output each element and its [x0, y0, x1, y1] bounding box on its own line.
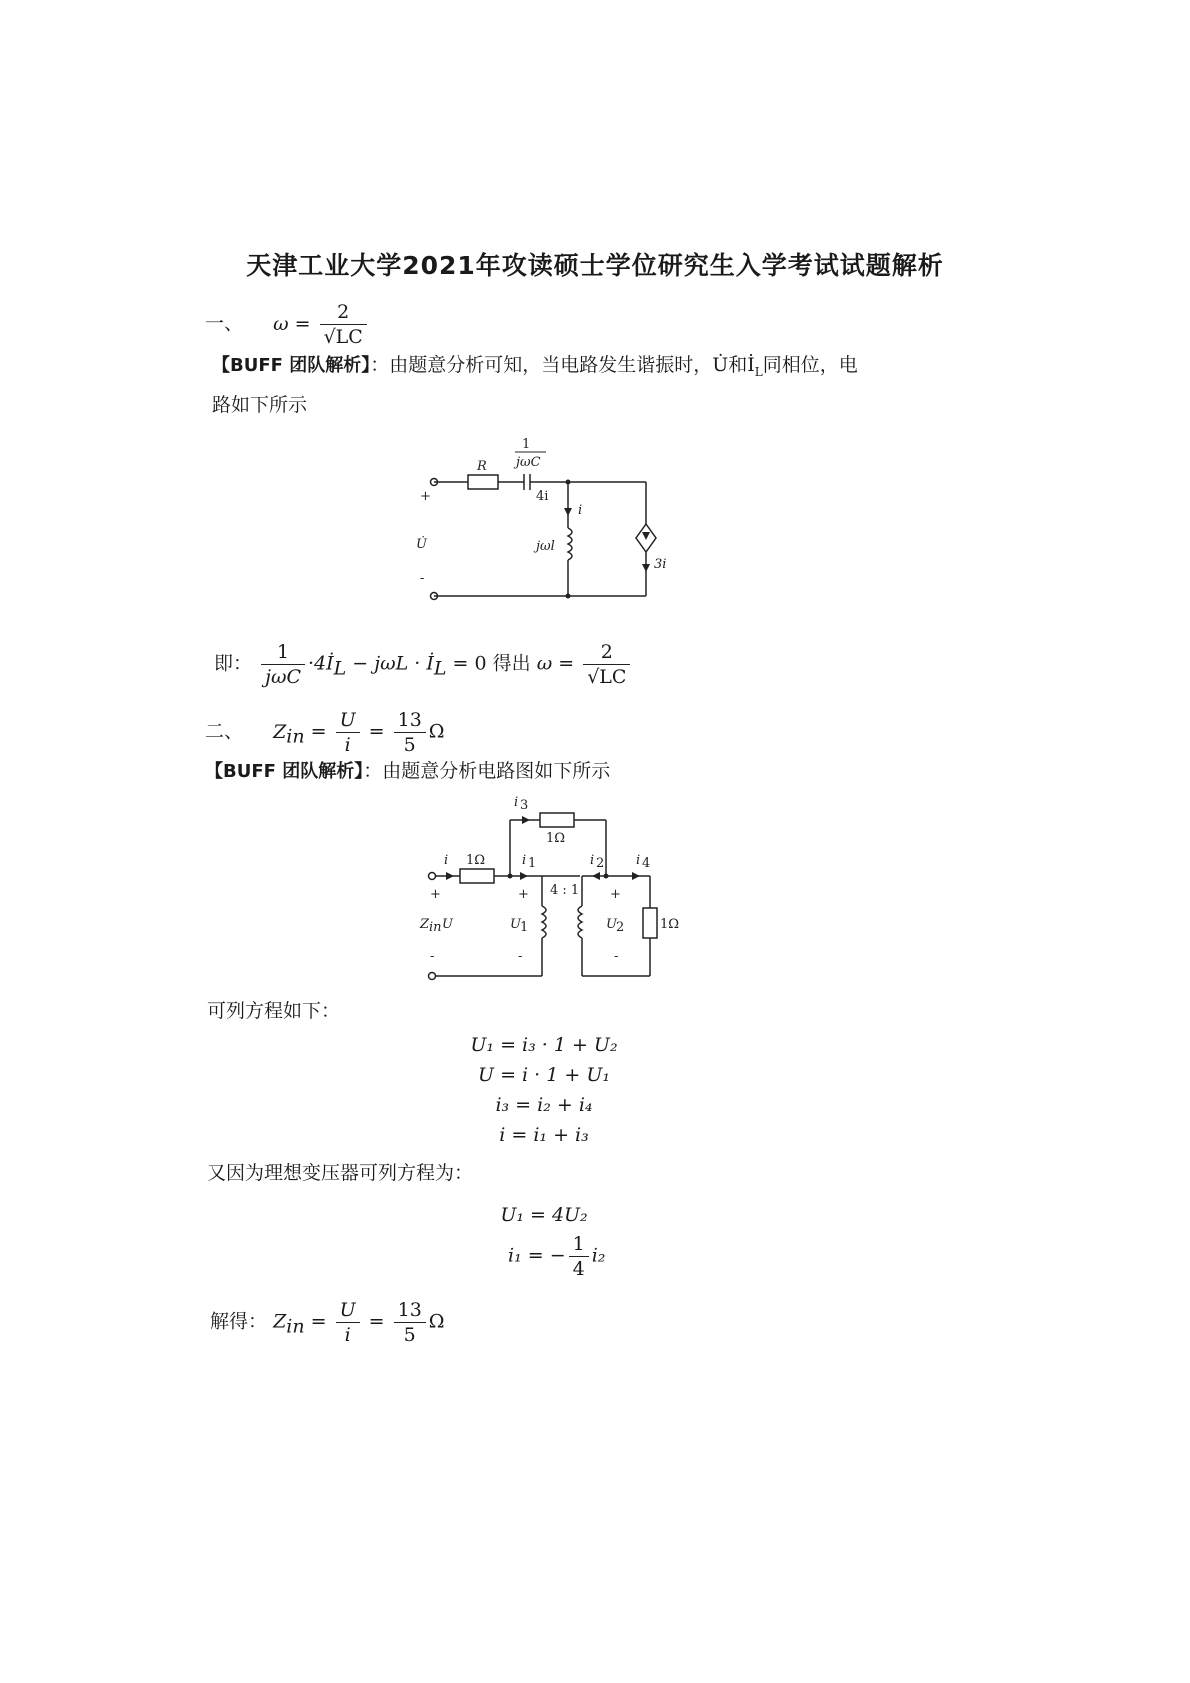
label-plus-u1: +	[518, 887, 529, 902]
q2-answer-eq2: =	[362, 720, 391, 743]
transformer-eq-2	[508, 1232, 605, 1281]
equation-2: U = i · 1 + U₁	[478, 1064, 610, 1086]
q1-result-mid-sub: L	[333, 657, 347, 680]
equations-block	[424, 1030, 664, 1150]
q1-analysis-label: 【BUFF 团队解析】	[212, 355, 371, 376]
equation-4: i = i₁ + i₃	[499, 1124, 589, 1146]
transformer-eq2-lhs: i₁ = −	[508, 1244, 566, 1267]
q1-analysis-line2: 路如下所示	[212, 394, 308, 416]
arrow-i1	[520, 872, 528, 880]
q1-answer-fraction	[320, 300, 367, 349]
arrow-i3	[522, 816, 530, 824]
label-r-load: 1Ω	[660, 917, 680, 932]
q1-result-mid: ·4İ	[307, 652, 334, 675]
resistor-load	[643, 908, 657, 938]
q2-answer-eq: =	[304, 720, 333, 743]
q1-analysis-sub: L	[754, 364, 763, 379]
q1-result-omega: ω =	[536, 652, 575, 675]
q1-answer-lhs: ω =	[273, 312, 311, 335]
q1-answer-denominator: √LC	[323, 326, 363, 348]
label-plus-in: +	[430, 887, 441, 902]
q1-number: 一、	[205, 312, 244, 335]
q1-analysis-text-2: 同相位，电	[762, 354, 858, 376]
label-i3: i	[514, 795, 519, 810]
label-i1-sub: 1	[528, 856, 537, 871]
q1-result-omega-fraction	[583, 640, 630, 689]
resistor-top	[540, 813, 574, 827]
q2-answer	[205, 708, 445, 757]
label-u2: U	[606, 917, 617, 932]
label-3il: 3i	[654, 557, 667, 572]
q2-answer-frac1-num: U	[336, 708, 360, 733]
q2-answer-unit: Ω	[428, 720, 445, 743]
label-u-in: U	[442, 917, 453, 932]
solution-frac1-num: U	[336, 1298, 360, 1323]
source-arrow	[642, 532, 650, 540]
q2-number: 二、	[205, 720, 244, 743]
label-i2-sub: 2	[596, 856, 605, 871]
solution-lhs-sub: in	[286, 1315, 305, 1338]
q2-circuit-diagram	[410, 790, 710, 990]
label-jwl: jωl	[536, 539, 555, 554]
transformer-eq-1: U₁ = 4U₂	[500, 1204, 588, 1226]
q2-answer-frac1-den: i	[344, 734, 351, 756]
q2-answer-frac2-den: 5	[403, 734, 416, 756]
label-i4-sub: 4	[642, 856, 651, 871]
q1-result-omega-num: 2	[583, 640, 630, 665]
solution-line: 解得： $Z_{in}$ = $\frac{U}{i}$ = $\frac{13}{5}$ Ω	[210, 1299, 445, 1346]
solution-frac1	[336, 1298, 360, 1347]
label-r-left: 1Ω	[466, 853, 486, 868]
page-title: 天津工业大学2021年攻读硕士学位研究生入学考试试题解析	[246, 251, 944, 280]
label-plus: +	[420, 489, 431, 504]
q1-result-mid2-sub: L	[433, 657, 447, 680]
q2-answer-frac2-num: 13	[394, 708, 426, 733]
q2-analysis-label: 【BUFF 团队解析】	[205, 761, 364, 782]
q1-answer	[205, 300, 370, 349]
q2-answer-frac1	[336, 708, 360, 757]
transformer-intro: 又因为理想变压器可列方程为：	[207, 1162, 474, 1184]
q1-analysis-text-1: ：由题意分析可知，当电路发生谐振时，U̇和İ	[370, 354, 755, 376]
q1-result-omega-den: √LC	[587, 666, 627, 688]
label-i: i	[444, 853, 449, 868]
q1-result-text: 得出	[486, 652, 537, 675]
solution-unit: Ω	[428, 1310, 445, 1333]
equation-1: U₁ = i₃ · 1 + U₂	[470, 1034, 618, 1056]
solution-frac2-den: 5	[403, 1324, 416, 1346]
q1-result-frac-den: jωC	[265, 666, 301, 688]
q2-answer-frac2	[394, 708, 426, 757]
q1-result-mid2: − jωL · İ	[346, 652, 434, 675]
solution-frac2	[394, 1298, 426, 1347]
label-r-top: 1Ω	[546, 831, 566, 846]
q2-answer-lhs-sub: in	[286, 725, 305, 748]
transformer-eq2-den: 4	[572, 1258, 585, 1280]
label-ratio: 4 : 1	[550, 883, 580, 898]
label-minus: -	[420, 571, 425, 586]
label-zin: Z	[420, 917, 430, 932]
label-minus-u2: -	[614, 949, 619, 964]
equations-intro: 可列方程如下：	[207, 1000, 341, 1022]
label-u1-sub: 1	[520, 920, 529, 935]
q2-analysis-line	[205, 758, 610, 785]
q1-answer-numerator: 2	[320, 300, 367, 325]
label-i1: i	[522, 853, 527, 868]
q2-answer-lhs: Z	[273, 720, 287, 743]
q1-result-prefix: 即：	[214, 652, 253, 675]
label-u2-sub: 2	[616, 920, 625, 935]
q2-analysis-text: ：由题意分析电路图如下所示	[363, 760, 611, 782]
label-minus-in: -	[430, 949, 435, 964]
label-i2: i	[590, 853, 595, 868]
q1-result-frac-num: 1	[261, 640, 305, 665]
arrow-i	[446, 872, 454, 880]
label-u: U̇	[416, 537, 427, 552]
label-zin-sub: in	[429, 920, 442, 935]
solution-lhs: Z	[273, 1310, 287, 1333]
label-cap-den: jωC	[516, 455, 541, 470]
resistor-left	[460, 869, 494, 883]
solution-frac2-num: 13	[394, 1298, 426, 1323]
resistor-r	[468, 475, 498, 489]
label-plus-u2: +	[610, 887, 621, 902]
solution-frac1-den: i	[344, 1324, 351, 1346]
label-cap-num: 1	[522, 437, 531, 452]
q1-result-eq0: = 0	[446, 652, 487, 675]
q1-analysis-line1	[212, 352, 858, 385]
label-r: R	[477, 459, 487, 474]
arrow-i4	[632, 872, 640, 880]
transformer-eq2-rhs: i₂	[591, 1244, 606, 1267]
label-i4: i	[636, 853, 641, 868]
label-il: i	[578, 503, 583, 518]
transformer-eq2-num: 1	[569, 1232, 589, 1257]
transformer-eq2-frac	[569, 1232, 589, 1281]
q1-result-line	[214, 640, 633, 689]
label-u1: U	[510, 917, 521, 932]
current-arrow-3il	[642, 564, 650, 572]
current-arrow-il	[564, 508, 572, 516]
label-4il: 4i	[536, 489, 549, 504]
equation-3: i₃ = i₂ + i₄	[495, 1094, 593, 1116]
solution-prefix: 解得：	[210, 1310, 268, 1333]
arrow-i2	[592, 872, 600, 880]
q1-circuit-diagram	[400, 436, 720, 616]
label-minus-u1: -	[518, 949, 523, 964]
q1-result-fraction	[261, 640, 305, 689]
label-i3-sub: 3	[520, 798, 529, 813]
